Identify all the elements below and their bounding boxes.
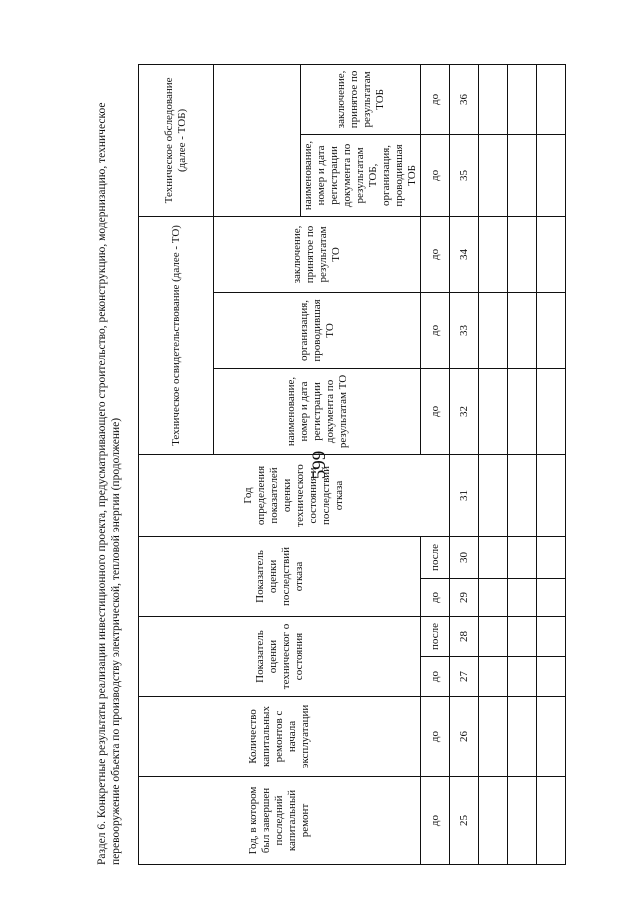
empty-cell (537, 536, 566, 578)
sub-after: после (421, 536, 450, 578)
empty-cell (537, 697, 566, 777)
empty-cell (508, 292, 537, 368)
header-tech-state-indicator: Показатель оценки техническог о состояния (139, 616, 421, 696)
sub-before: до (421, 777, 450, 865)
column-number: 33 (450, 292, 479, 368)
sub-before: до (421, 216, 450, 292)
header-tob-spacer (214, 64, 301, 216)
header-tob-document: наименование, номер и дата регистрации документа по результатам ТОБ, организация, проводившая ТОБ (301, 134, 421, 216)
sub-before: до (421, 292, 450, 368)
results-table (138, 64, 566, 865)
empty-cell (537, 292, 566, 368)
empty-cell (508, 134, 537, 216)
empty-cell (537, 64, 566, 134)
empty-cell (479, 292, 508, 368)
header-year-indicators: Год определения показателей оценки технического состояния и последствий отказа (139, 454, 450, 536)
empty-cell (537, 216, 566, 292)
empty-cell (479, 777, 508, 865)
empty-cell (508, 616, 537, 656)
column-number: 28 (450, 616, 479, 656)
empty-cell (508, 697, 537, 777)
header-failure-indicator: Показатель оценки последствий отказа (139, 536, 421, 616)
header-to-organization: организация, проводившая ТО (214, 292, 421, 368)
column-number: 26 (450, 697, 479, 777)
heading-line-1: Раздел 6. Конкретные результаты реализации инвестиционного проекта, предусматривающего строительство, реконструкцию, модернизацию, техническое (96, 102, 108, 865)
empty-cell (479, 134, 508, 216)
sub-before: до (421, 657, 450, 697)
sub-before: до (421, 697, 450, 777)
sub-before: до (421, 578, 450, 616)
column-number: 35 (450, 134, 479, 216)
empty-cell (508, 777, 537, 865)
sub-after: после (421, 616, 450, 656)
empty-cell (537, 616, 566, 656)
empty-cell (479, 216, 508, 292)
empty-cell (537, 777, 566, 865)
rotated-content (95, 45, 505, 865)
empty-cell (508, 216, 537, 292)
column-number: 34 (450, 216, 479, 292)
empty-cell (537, 657, 566, 697)
column-number: 25 (450, 777, 479, 865)
header-group-to: Техническое освидетельствование (далее - ТО) (139, 216, 214, 454)
empty-row (537, 64, 566, 864)
empty-row (479, 64, 508, 864)
empty-cell (508, 578, 537, 616)
empty-cell (479, 657, 508, 697)
column-number: 31 (450, 454, 479, 536)
column-number: 36 (450, 64, 479, 134)
empty-cell (479, 368, 508, 454)
empty-cell (537, 454, 566, 536)
empty-cell (479, 64, 508, 134)
empty-cell (479, 616, 508, 656)
empty-cell (479, 697, 508, 777)
empty-cell (479, 454, 508, 536)
header-to-document: наименование, номер и дата регистрации документа по результатам ТО (214, 368, 421, 454)
empty-cell (508, 657, 537, 697)
empty-cell (537, 368, 566, 454)
empty-cell (508, 536, 537, 578)
empty-cell (537, 134, 566, 216)
sub-before: до (421, 64, 450, 134)
column-number: 27 (450, 657, 479, 697)
empty-cell (508, 64, 537, 134)
empty-cell (537, 578, 566, 616)
header-year-last-repair: Год, в котором был завершен последний капитальный ремонт (139, 777, 421, 865)
sub-before: до (421, 368, 450, 454)
empty-cell (508, 454, 537, 536)
empty-cell (479, 578, 508, 616)
section-heading (95, 45, 138, 865)
empty-row (508, 64, 537, 864)
header-tob-conclusion: заключение, принятое по результатам ТОБ (301, 64, 421, 134)
header-repairs-count: Количество капитальных ремонтов с начала эксплуатации (139, 697, 421, 777)
header-to-conclusion: заключение, принятое по результатам ТО (214, 216, 421, 292)
column-number: 30 (450, 536, 479, 578)
empty-cell (479, 536, 508, 578)
column-number: 32 (450, 368, 479, 454)
header-group-tob: Техническое обследование (далее - ТОБ) (139, 64, 214, 216)
sub-before: до (421, 134, 450, 216)
page-number: 599 (309, 450, 330, 480)
empty-cell (508, 368, 537, 454)
heading-line-2: перевооружение объекта по производству электрической, тепловой энергии (продолжение) (110, 417, 122, 865)
column-number: 29 (450, 578, 479, 616)
